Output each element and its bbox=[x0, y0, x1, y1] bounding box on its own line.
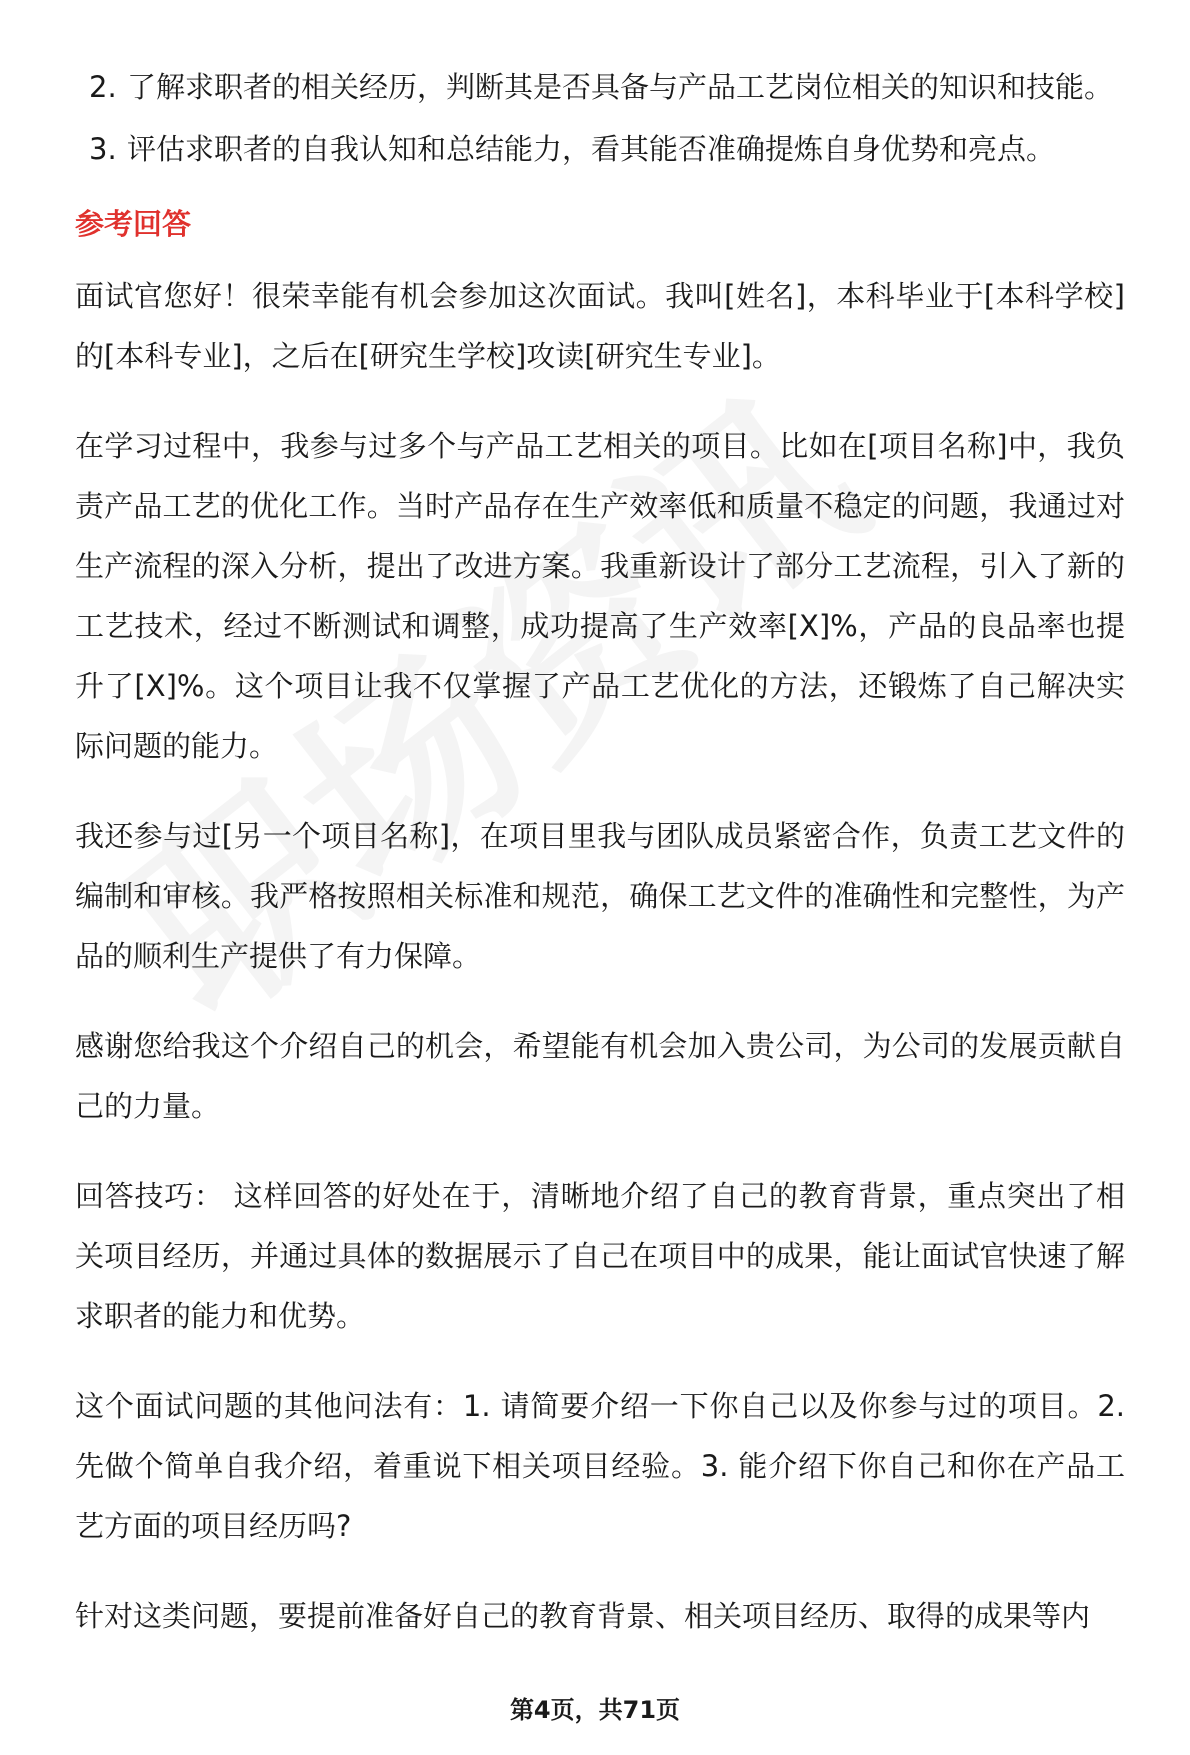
paragraph-alt-questions: 这个面试问题的其他问法有：1. 请简要介绍一下你自己以及你参与过的项目。2. 先做个简单自我介绍，着重说下相关项目经验。3. 能介绍下你自己和你在产品工艺方面的项目经历吗? bbox=[75, 1389, 1125, 1543]
list-item-text: 评估求职者的自我认知和总结能力，看其能否准确提炼自身优势和亮点。 bbox=[127, 132, 1056, 166]
list-item-text: 了解求职者的相关经历，判断其是否具备与产品工艺岗位相关的知识和技能。 bbox=[127, 70, 1114, 104]
paragraph-preparation: 针对这类问题，要提前准备好自己的教育背景、相关项目经历、取得的成果等内 bbox=[75, 1599, 1091, 1633]
paragraph-thanks: 感谢您给我这个介绍自己的机会，希望能有机会加入贵公司，为公司的发展贡献自己的力量。 bbox=[75, 1029, 1125, 1123]
list-item bbox=[75, 118, 1125, 180]
list-item-number: 2. bbox=[89, 70, 117, 104]
section-title: 参考回答 bbox=[75, 207, 192, 241]
list-item bbox=[75, 56, 1125, 118]
paragraph-project-1: 在学习过程中，我参与过多个与产品工艺相关的项目。比如在[项目名称]中，我负责产品工艺的优化工作。当时产品存在生产效率低和质量不稳定的问题，我通过对生产流程的深入分析，提出了改进方案。我重新设计了部分工艺流程，引入了新的工艺技术，经过不断测试和调整，成功提高了生产效率[X]%，产品的良品率也提升了[X]%。这个项目让我不仅掌握了产品工艺优化的方法，还锻炼了自己解决实际问题的能力。 bbox=[75, 429, 1125, 763]
paragraph-intro: 面试官您好！很荣幸能有机会参加这次面试。我叫[姓名]，本科毕业于[本科学校]的[本科专业]，之后在[研究生学校]攻读[研究生专业]。 bbox=[75, 279, 1125, 373]
page-number: 第4页，共71页 bbox=[509, 1696, 681, 1724]
paragraph-answer-tips: 回答技巧： 这样回答的好处在于，清晰地介绍了自己的教育背景，重点突出了相关项目经历，并通过具体的数据展示了自己在项目中的成果，能让面试官快速了解求职者的能力和优势。 bbox=[75, 1179, 1125, 1333]
numbered-list bbox=[75, 56, 1125, 180]
paragraph-project-2: 我还参与过[另一个项目名称]，在项目里我与团队成员紧密合作，负责工艺文件的编制和审核。我严格按照相关标准和规范，确保工艺文件的准确性和完整性，为产品的顺利生产提供了有力保障。 bbox=[75, 819, 1125, 973]
page-content bbox=[75, 56, 1125, 1646]
list-item-number: 3. bbox=[89, 132, 117, 166]
